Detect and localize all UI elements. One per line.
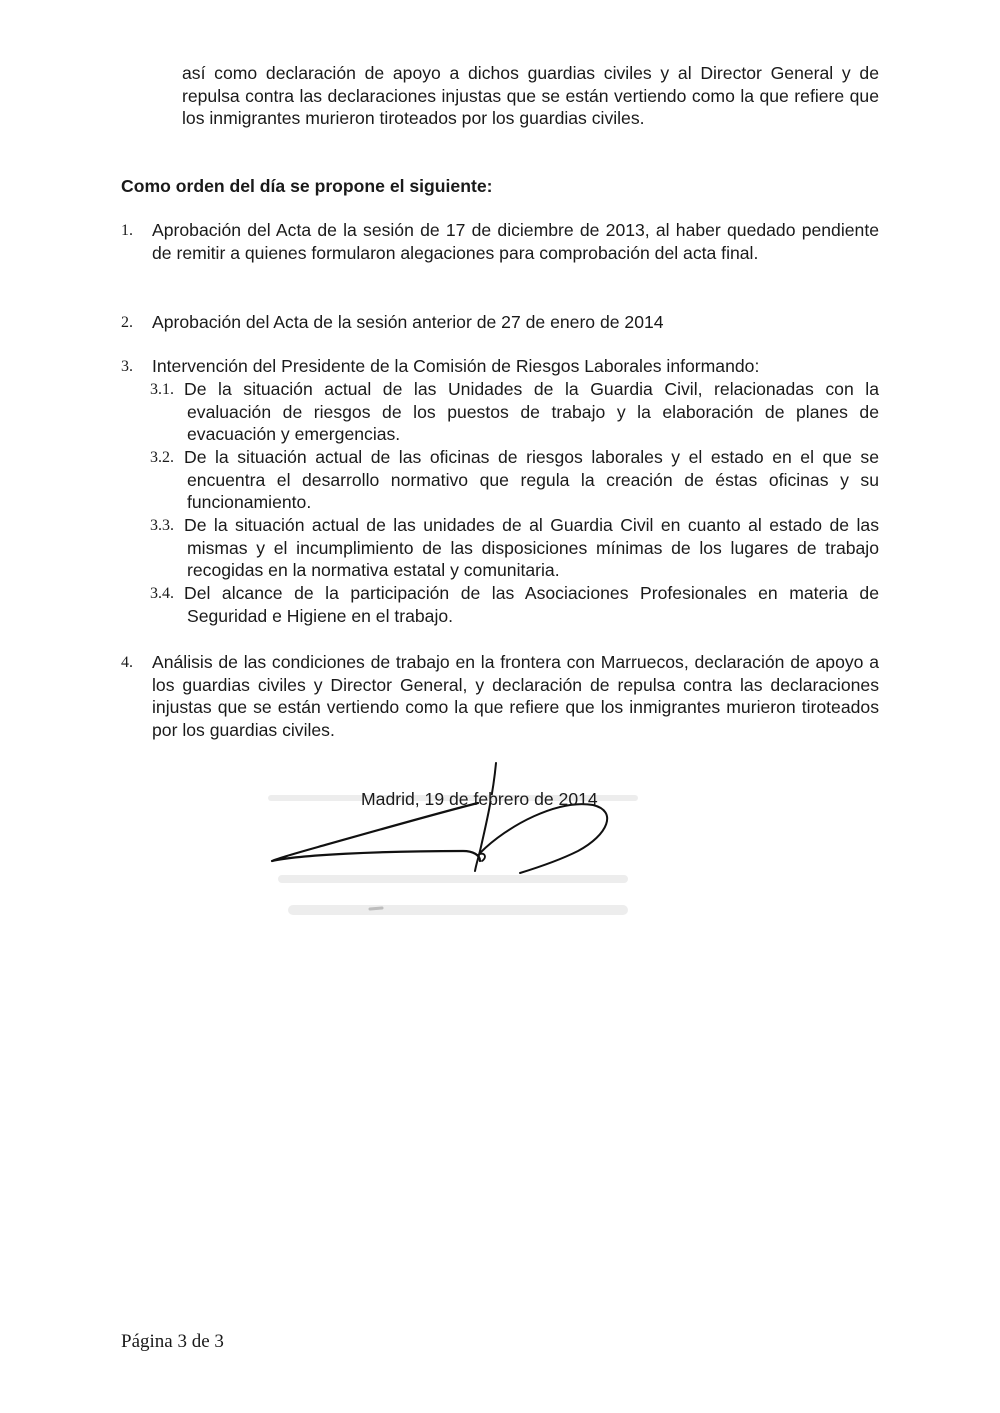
agenda-item-text: Aprobación del Acta de la sesión anterior de 27 de enero de 2014 [152,312,664,332]
agenda-item-1 [121,219,879,289]
agenda-subitem-number: 3.3. [150,517,174,534]
agenda-item-text: Análisis de las condiciones de trabajo en la frontera con Marruecos, declaración de apoyo a los guardias civiles y Director General, y declaración de repulsa contra las declaraciones injustas que se están vertiendo como la que refiere que los inmigrantes murieron tiroteados por los guardias civiles. [152,652,879,740]
agenda-subitem-number: 3.4. [150,585,174,602]
agenda-subitem-text: De la situación actual de las unidades de al Guardia Civil en cuanto al estado de las mismas y el incumplimiento de las disposiciones mínimas de los lugares de trabajo recogidas en la normativa estatal y comunitaria. [184,515,879,581]
agenda-item-number: 1. [121,222,133,239]
agenda-item-3 [121,355,879,379]
agenda-item-number: 4. [121,654,133,671]
agenda-subitem-text: Del alcance de la participación de las Asociaciones Profesionales en materia de Seguridad e Higiene en el trabajo. [184,583,879,626]
agenda-subitem-text: De la situación actual de las oficinas de riesgos laborales y el estado en el que se encuentra el desarrollo normativo que regula la creación de éstas oficinas y su funcionamiento. [184,447,879,513]
agenda-item-number: 3. [121,358,133,375]
agenda-heading: Como orden del día se propone el siguiente: [121,176,493,196]
place-date: Madrid, 19 de febrero de 2014 [361,789,598,809]
agenda-subitem-3-2 [150,446,879,514]
agenda-subitem-3-3 [150,514,879,582]
intro-paragraph: así como declaración de apoyo a dichos guardias civiles y al Director General y de repulsa contra las declaraciones injustas que se están vertiendo como la que refiere que los inmigrantes murieron tiroteados por los guardias civiles. [182,63,879,129]
agenda-item-text: Aprobación del Acta de la sesión de 17 de diciembre de 2013, al haber quedado pendiente de remitir a quienes formularon alegaciones para comprobación del acta final. [152,220,879,263]
agenda-item-2 [121,311,879,335]
handwritten-signature [258,755,643,935]
agenda-item-number: 2. [121,314,133,331]
agenda-item-text: Intervención del Presidente de la Comisión de Riesgos Laborales informando: [152,356,760,376]
agenda-item-4 [121,651,879,743]
agenda-subitem-number: 3.1. [150,381,174,398]
agenda-subitem-number: 3.2. [150,449,174,466]
page-number-footer: Página 3 de 3 [121,1331,224,1352]
agenda-subitem-text: De la situación actual de las Unidades de la Guardia Civil, relacionadas con la evaluación de riesgos de los puestos de trabajo y la elaboración de planes de evacuación y emergencias. [184,379,879,445]
agenda-subitem-3-1 [150,378,879,446]
agenda-subitem-3-4 [150,582,879,628]
